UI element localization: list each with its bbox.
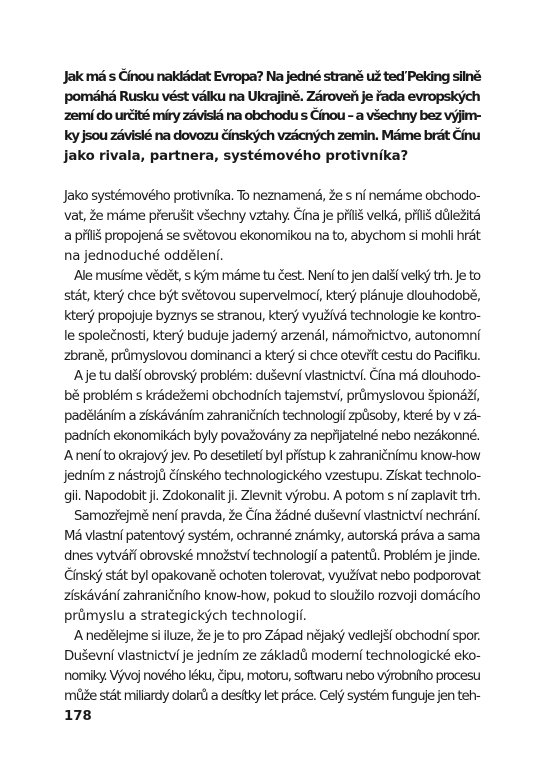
question-line: Jak má s Čínou nakládat Evropa? Na jedné straně už teď Peking silně [64, 70, 481, 85]
answer-line: Jako systémového protivníka. To neznamená, že s ní nemáme obchodo- [64, 189, 480, 205]
answer-line: Má vlastní patentový systém, ochranné známky, autorská práva a sama [64, 529, 480, 545]
question-line: ky jsou závislé na dovozu čínských vzácných zemin. Máme brát Čínu [64, 129, 480, 145]
interview-answer [64, 187, 480, 707]
answer-line: dnes vytváří obrovské množství technologií a patentů. Problém je jinde. [64, 549, 480, 565]
answer-line: a příliš propojená se světovou ekonomikou na to, abychom si mohli hrát [64, 229, 480, 245]
answer-line: A je tu další obrovský problém: duševní vlastnictví. Čína má dlouhodo- [74, 369, 480, 385]
answer-line: zbraně, průmyslovou dominanci a který si chce otevřít cestu do Pacifiku. [64, 349, 481, 365]
answer-line: le společnosti, který buduje jaderný arzenál, námořnictvo, autonomní [64, 329, 480, 345]
answer-line: Čínský stát byl opakovaně ochoten tolerovat, využívat nebo podporovat [64, 569, 480, 585]
page-number: 178 [64, 709, 92, 724]
answer-line: může stát miliardy dolarů a desítky let práce. Celý systém funguje jen teh- [64, 689, 480, 705]
answer-line: padních ekonomikách byly považovány za nepřijatelné nebo nezákonné. [64, 429, 480, 445]
answer-line: průmyslu a strategických technologií. [64, 609, 307, 625]
answer-line: jedním z nástrojů čínského technologického vzestupu. Získat technolo- [64, 469, 481, 485]
answer-line: na jednoduché oddělení. [64, 249, 224, 265]
answer-line: Samozřejmě není pravda, že Čína žádné duševní vlastnictví nechrání. [74, 509, 480, 525]
answer-line: Duševní vlastnictví je jedním ze základů moderní technologické eko- [64, 649, 481, 665]
answer-line: získávání zahraničního know-how, pokud to sloužilo rozvoji domácího [64, 589, 481, 605]
interview-question [64, 68, 480, 166]
question-line: pomáhá Rusku vést válku na Ukrajině. Zároveň je řada evropských [64, 89, 480, 105]
question-line: jako rivala, partnera, systémového protivníka? [64, 148, 409, 164]
page-body [64, 68, 480, 707]
answer-line: gii. Napodobit ji. Zdokonalit ji. Zlevnit výrobu. A potom s ní zaplavit trh. [64, 489, 481, 505]
answer-line: Ale musíme vědět, s kým máme tu čest. Není to jen další velký trh. Je to [74, 269, 481, 285]
answer-line: stát, který chce být světovou supervelmocí, který plánuje dlouhodobě, [64, 289, 481, 305]
answer-line: který propojuje byznys se stranou, který využívá technologie ke kontro- [64, 309, 481, 325]
answer-line: paděláním a získáváním zahraničních technologií způsoby, které by v zá- [64, 409, 481, 425]
answer-line: A není to okrajový jev. Po desetiletí byl přístup k zahraničnímu know-how [64, 449, 480, 465]
answer-line: nomiky. Vývoj nového léku, čipu, motoru, softwaru nebo výrobního procesu [64, 669, 480, 685]
answer-line: A nedělejme si iluze, že je to pro Západ nějaký vedlejší obchodní spor. [74, 629, 481, 645]
question-line: zemí do určité míry závislá na obchodu s Čínou – a všechny bez výjim- [64, 109, 481, 125]
answer-line: bě problém s krádežemi obchodních tajemství, průmyslovou špionáží, [64, 389, 480, 405]
answer-line: vat, že máme přerušit všechny vztahy. Čína je příliš velká, příliš důležitá [64, 209, 481, 225]
